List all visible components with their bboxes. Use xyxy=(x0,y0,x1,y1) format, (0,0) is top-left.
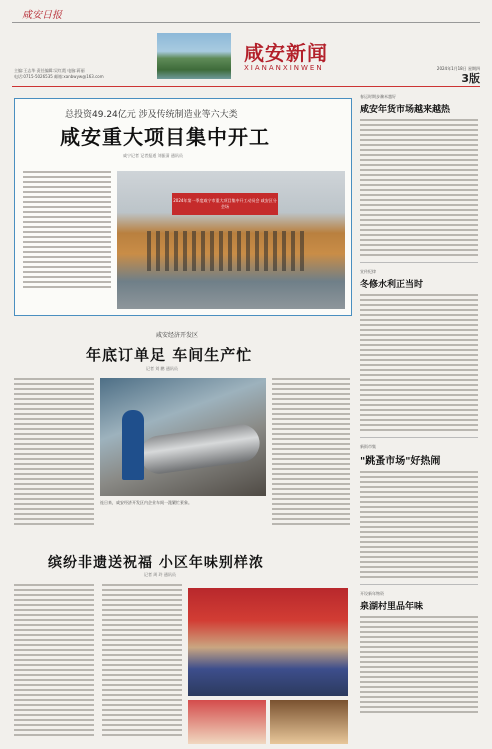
art2-caption: 连日来，咸安经济开发区内企业车间一派繁忙景象。 xyxy=(100,500,192,505)
art2-headline: 年底订单足 车间生产忙 xyxy=(86,346,253,364)
calligraphy-photo xyxy=(188,588,348,696)
rc-tag: 新街市集 xyxy=(360,444,376,449)
section-subtitle: XIANANXINWEN xyxy=(244,64,324,72)
top-rule xyxy=(12,22,480,23)
rc-body xyxy=(360,471,478,578)
right-column xyxy=(360,94,478,716)
paper-name: 咸安日报 xyxy=(22,10,62,21)
art2-kicker: 咸安经济开发区 xyxy=(156,332,199,339)
rc-tag: 宣传纪律 xyxy=(360,269,376,274)
worker xyxy=(122,410,144,480)
stage-banner-text: 2024年第一季度咸宁市重大项目集中开工动员会 咸安区分会场 xyxy=(173,198,277,209)
festival-photo-small xyxy=(270,700,348,744)
lead-body-text xyxy=(23,171,111,309)
rc-body xyxy=(360,119,478,256)
header-meta xyxy=(14,68,144,80)
rc-tag: 开设新年物资 xyxy=(360,591,384,596)
factory-photo xyxy=(100,378,266,496)
rc-divider xyxy=(360,262,478,263)
art3-body-col2 xyxy=(102,584,182,742)
header-divider xyxy=(12,86,480,87)
issue-date: 2024年1月18日 星期四 xyxy=(436,66,480,71)
lead-byline: 咸宁记者 记者报道 刘振清 通讯员 xyxy=(123,153,183,158)
art2-body-left xyxy=(14,378,94,528)
steel-pipe xyxy=(138,422,262,476)
section-title: 咸安新闻 xyxy=(244,41,328,65)
meta-line: 电话:0715-5026535 邮箱:xanbwyw@163.com xyxy=(14,74,104,79)
lead-kicker: 总投资49.24亿元 涉及传统制造业等六大类 xyxy=(65,110,238,120)
groundbreaking-photo xyxy=(117,171,345,309)
crowd xyxy=(147,231,307,271)
heritage-article xyxy=(14,544,350,744)
rc-body xyxy=(360,294,478,431)
art3-body-col1 xyxy=(14,584,94,742)
factory-article xyxy=(14,330,350,536)
rc-body xyxy=(360,616,478,713)
art3-byline: 记者 周 玲 通讯员 xyxy=(144,572,176,577)
stage-banner xyxy=(172,193,278,215)
rc-headline: 咸安年货市场越来越热 xyxy=(360,105,451,115)
rc-headline: "跳蚤市场"好热闹 xyxy=(360,456,441,467)
rc-headline: 泉湖村里品年味 xyxy=(360,602,424,612)
banner-photo xyxy=(157,33,231,79)
art2-body-right xyxy=(272,378,350,528)
art2-byline: 记者 刘 鹏 通讯员 xyxy=(146,366,178,371)
page-number: 3版 xyxy=(461,72,480,85)
meta-line: 主编:王志华 责任编辑:吴红霞 电脑:蒋丽 xyxy=(14,68,85,73)
rc-tag: 春运时期步骤米越好 xyxy=(360,94,396,99)
lead-headline: 咸安重大项目集中开工 xyxy=(60,125,270,149)
lead-article xyxy=(14,98,352,316)
rc-divider xyxy=(360,437,478,438)
festival-photo-small xyxy=(188,700,266,744)
rc-headline: 冬修水利正当时 xyxy=(360,280,424,290)
art3-headline: 缤纷非遗送祝福 小区年味别样浓 xyxy=(48,555,264,571)
rc-divider xyxy=(360,584,478,585)
